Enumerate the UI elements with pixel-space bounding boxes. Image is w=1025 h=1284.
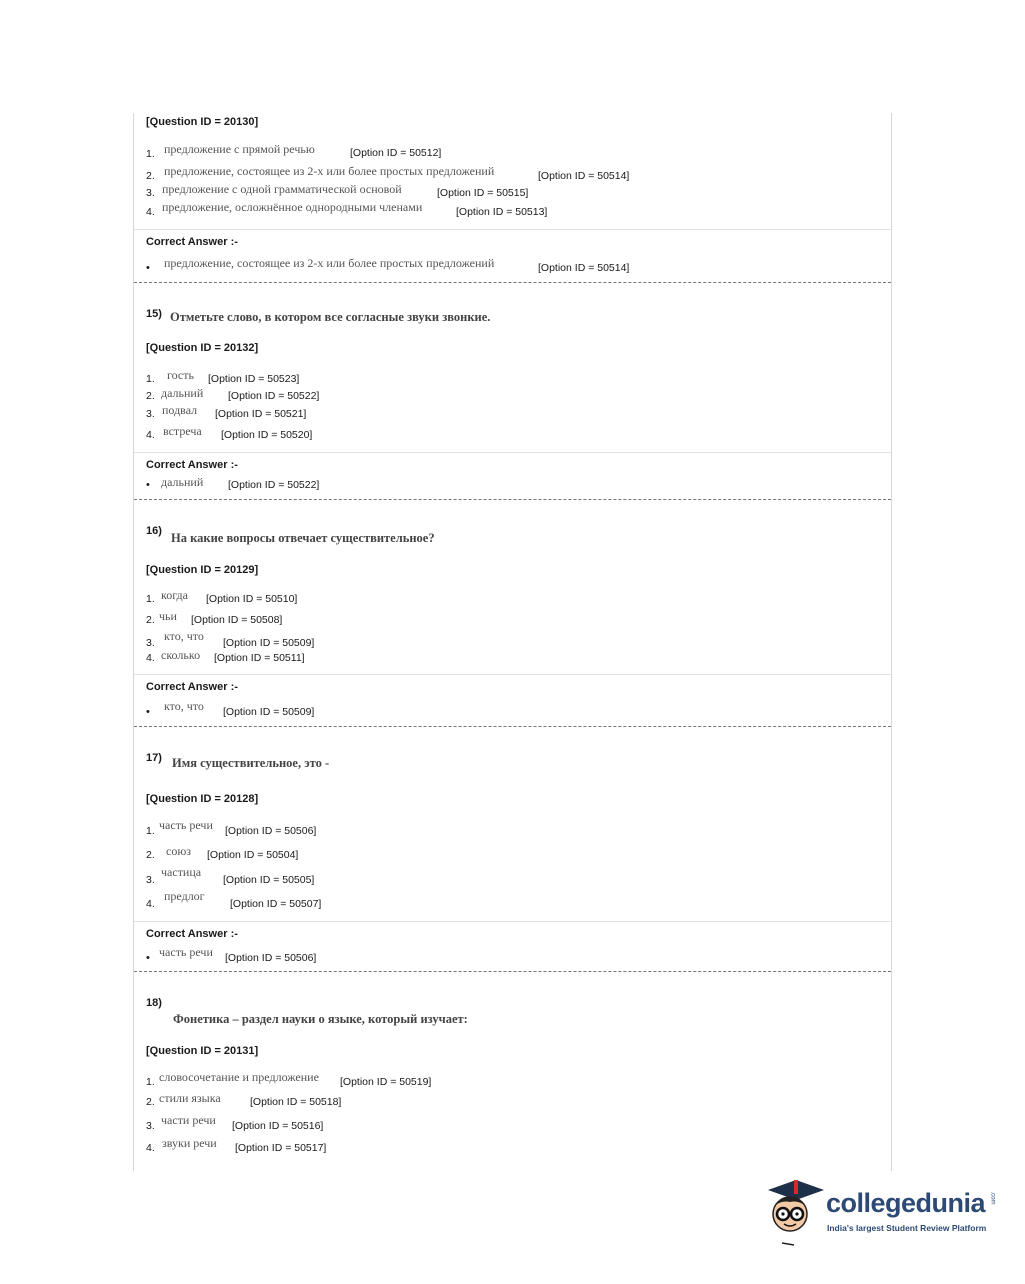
question-number: 16)	[146, 525, 162, 537]
option-id: [Option ID = 50522]	[228, 390, 320, 402]
bullet: •	[146, 262, 150, 274]
option-id: [Option ID = 50509]	[223, 637, 315, 649]
divider	[134, 674, 891, 675]
option-text: подвал	[162, 403, 198, 417]
question-id: [Question ID = 20131]	[146, 1045, 259, 1057]
bullet: •	[146, 706, 150, 718]
option-id: [Option ID = 50518]	[250, 1096, 342, 1108]
question-text: Фонетика – раздел науки о языке, который изучает:	[173, 1012, 468, 1026]
option-text: звуки речи	[162, 1136, 217, 1150]
option-text: предлог	[164, 889, 205, 903]
correct-answer-text: часть речи	[159, 945, 213, 959]
option-text: стили языка	[159, 1091, 221, 1105]
question-id: [Question ID = 20128]	[146, 793, 259, 805]
option-text: частица	[161, 865, 202, 879]
option-text: словосочетание и предложение	[159, 1070, 319, 1084]
correct-answer-text: дальний	[161, 475, 204, 489]
option-number: 1.	[146, 1076, 155, 1088]
question-id: [Question ID = 20129]	[146, 564, 259, 576]
option-number: 4.	[146, 1142, 155, 1154]
option-id: [Option ID = 50523]	[208, 373, 300, 385]
option-number: 1.	[146, 593, 155, 605]
option-id: [Option ID = 50507]	[230, 898, 322, 910]
option-number: 2.	[146, 1096, 155, 1108]
option-number: 3.	[146, 874, 155, 886]
option-number: 4.	[146, 429, 155, 441]
option-text: предложение, осложнённое однородными членами	[162, 200, 423, 214]
question-separator	[134, 499, 891, 500]
option-text: часть речи	[159, 818, 213, 832]
option-text: когда	[161, 588, 188, 602]
option-id: [Option ID = 50512]	[350, 147, 442, 159]
option-number: 1.	[146, 148, 155, 160]
correct-answer-label: Correct Answer :-	[146, 681, 238, 693]
bullet: •	[146, 479, 150, 491]
option-id: [Option ID = 50510]	[206, 593, 298, 605]
option-text: предложение, состоящее из 2-х или более простых предложений	[164, 164, 495, 178]
option-id: [Option ID = 50521]	[215, 408, 307, 420]
option-text: дальний	[161, 386, 204, 400]
collegedunia-logo	[764, 1176, 994, 1246]
option-text: союз	[166, 844, 192, 858]
logo-tagline: India's largest Student Review Platform	[827, 1223, 987, 1233]
correct-answer-text: кто, что	[164, 699, 204, 713]
option-number: 3.	[146, 1120, 155, 1132]
question-separator	[134, 282, 891, 283]
option-number: 2.	[146, 390, 155, 402]
question-text: На какие вопросы отвечает существительное?	[171, 531, 435, 545]
question-number: 17)	[146, 752, 162, 764]
option-id: [Option ID = 50515]	[437, 187, 529, 199]
option-id: [Option ID = 50505]	[223, 874, 315, 886]
correct-answer-label: Correct Answer :-	[146, 459, 238, 471]
option-id: [Option ID = 50520]	[221, 429, 313, 441]
question-id: [Question ID = 20132]	[146, 342, 259, 354]
option-number: 1.	[146, 373, 155, 385]
question-number: 18)	[146, 997, 162, 1009]
option-text: кто, что	[164, 629, 204, 643]
option-number: 4.	[146, 898, 155, 910]
option-number: 3.	[146, 637, 155, 649]
correct-answer-id: [Option ID = 50509]	[223, 706, 315, 718]
option-text: сколько	[161, 648, 201, 662]
question-separator	[134, 971, 891, 972]
option-number: 2.	[146, 170, 155, 182]
option-id: [Option ID = 50516]	[232, 1120, 324, 1132]
option-id: [Option ID = 50508]	[191, 614, 283, 626]
correct-answer-label: Correct Answer :-	[146, 928, 238, 940]
option-number: 1.	[146, 825, 155, 837]
correct-answer-text: предложение, состоящее из 2-х или более простых предложений	[164, 256, 495, 270]
question-text: Имя существительное, это -	[172, 756, 330, 770]
option-text: предложение с прямой речью	[164, 142, 315, 156]
option-id: [Option ID = 50519]	[340, 1076, 432, 1088]
option-text: предложение с одной грамматической основой	[162, 182, 402, 196]
option-text: встреча	[163, 424, 202, 438]
correct-answer-id: [Option ID = 50514]	[538, 262, 630, 274]
option-number: 4.	[146, 206, 155, 218]
logo-wordmark: collegedunia	[826, 1188, 986, 1218]
option-id: [Option ID = 50514]	[538, 170, 630, 182]
divider	[134, 921, 891, 922]
mascot-icon	[764, 1176, 826, 1246]
correct-answer-id: [Option ID = 50506]	[225, 952, 317, 964]
option-id: [Option ID = 50511]	[214, 652, 305, 664]
question-number: 15)	[146, 308, 162, 320]
logo-domain-suffix: .com	[989, 1191, 996, 1205]
option-id: [Option ID = 50504]	[207, 849, 299, 861]
option-number: 3.	[146, 408, 155, 420]
question-id: [Question ID = 20130]	[146, 116, 259, 128]
option-number: 2.	[146, 849, 155, 861]
option-id: [Option ID = 50513]	[456, 206, 548, 218]
option-text: гость	[167, 368, 194, 382]
option-number: 3.	[146, 187, 155, 199]
option-number: 4.	[146, 652, 155, 664]
option-number: 2.	[146, 614, 155, 626]
divider	[134, 229, 891, 230]
question-separator	[134, 726, 891, 727]
question-text: Отметьте слово, в котором все согласные звуки звонкие.	[170, 310, 491, 324]
correct-answer-label: Correct Answer :-	[146, 236, 238, 248]
option-text: части речи	[161, 1113, 216, 1127]
bullet: •	[146, 952, 150, 964]
option-text: чьи	[159, 609, 177, 623]
option-id: [Option ID = 50517]	[235, 1142, 327, 1154]
option-id: [Option ID = 50506]	[225, 825, 317, 837]
correct-answer-id: [Option ID = 50522]	[228, 479, 320, 491]
divider	[134, 452, 891, 453]
